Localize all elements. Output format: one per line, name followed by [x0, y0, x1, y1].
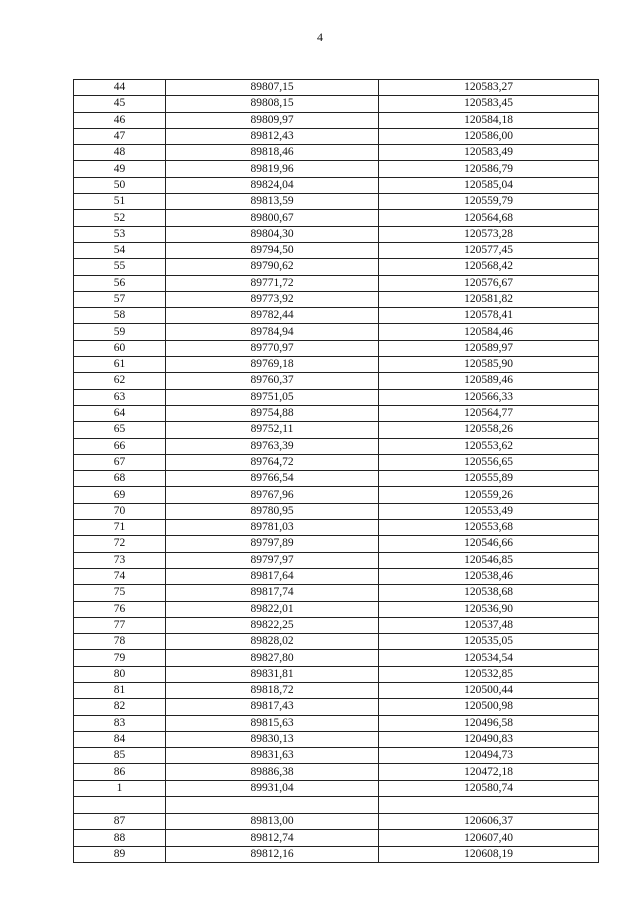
point-number-cell: 79: [74, 650, 166, 666]
point-number-cell: 81: [74, 682, 166, 698]
y-coordinate-cell: 120559,26: [379, 487, 599, 503]
table-row: [74, 275, 599, 291]
x-coordinate-cell: 89763,39: [166, 438, 379, 454]
x-coordinate-cell: 89813,59: [166, 194, 379, 210]
table-row: [74, 242, 599, 258]
point-number-cell: 86: [74, 764, 166, 780]
y-coordinate-cell: 120568,42: [379, 259, 599, 275]
x-coordinate-cell: 89751,05: [166, 389, 379, 405]
x-coordinate-cell: [166, 797, 379, 814]
y-coordinate-cell: 120608,19: [379, 846, 599, 862]
x-coordinate-cell: 89767,96: [166, 487, 379, 503]
point-number-cell: [74, 797, 166, 814]
y-coordinate-cell: 120553,49: [379, 503, 599, 519]
y-coordinate-cell: 120555,89: [379, 471, 599, 487]
y-coordinate-cell: 120496,58: [379, 715, 599, 731]
x-coordinate-cell: 89781,03: [166, 520, 379, 536]
y-coordinate-cell: 120532,85: [379, 666, 599, 682]
point-number-cell: 76: [74, 601, 166, 617]
y-coordinate-cell: 120566,33: [379, 389, 599, 405]
table-row: [74, 112, 599, 128]
x-coordinate-cell: 89784,94: [166, 324, 379, 340]
table-row: [74, 324, 599, 340]
coordinates-table: [73, 79, 599, 863]
x-coordinate-cell: 89754,88: [166, 405, 379, 421]
table-row: [74, 830, 599, 846]
point-number-cell: 72: [74, 536, 166, 552]
point-number-cell: 49: [74, 161, 166, 177]
point-number-cell: 54: [74, 242, 166, 258]
x-coordinate-cell: 89760,37: [166, 373, 379, 389]
table-row: [74, 128, 599, 144]
x-coordinate-cell: 89790,62: [166, 259, 379, 275]
x-coordinate-cell: 89766,54: [166, 471, 379, 487]
point-number-cell: 53: [74, 226, 166, 242]
x-coordinate-cell: 89817,74: [166, 585, 379, 601]
x-coordinate-cell: 89797,97: [166, 552, 379, 568]
x-coordinate-cell: 89764,72: [166, 454, 379, 470]
point-number-cell: 47: [74, 128, 166, 144]
point-number-cell: 87: [74, 814, 166, 830]
y-coordinate-cell: 120573,28: [379, 226, 599, 242]
table-row: [74, 226, 599, 242]
point-number-cell: 74: [74, 568, 166, 584]
x-coordinate-cell: 89831,63: [166, 748, 379, 764]
point-number-cell: 65: [74, 422, 166, 438]
y-coordinate-cell: 120558,26: [379, 422, 599, 438]
y-coordinate-cell: 120553,68: [379, 520, 599, 536]
x-coordinate-cell: 89822,25: [166, 617, 379, 633]
table-row: [74, 340, 599, 356]
x-coordinate-cell: 89828,02: [166, 634, 379, 650]
table-row: [74, 520, 599, 536]
y-coordinate-cell: 120534,54: [379, 650, 599, 666]
x-coordinate-cell: 89808,15: [166, 96, 379, 112]
point-number-cell: 57: [74, 291, 166, 307]
point-number-cell: 1: [74, 780, 166, 796]
point-number-cell: 55: [74, 259, 166, 275]
table-row: [74, 471, 599, 487]
point-number-cell: 83: [74, 715, 166, 731]
table-row: [74, 210, 599, 226]
x-coordinate-cell: 89812,43: [166, 128, 379, 144]
x-coordinate-cell: 89769,18: [166, 357, 379, 373]
point-number-cell: 80: [74, 666, 166, 682]
point-number-cell: 88: [74, 830, 166, 846]
y-coordinate-cell: 120546,85: [379, 552, 599, 568]
x-coordinate-cell: 89780,95: [166, 503, 379, 519]
table-row: [74, 487, 599, 503]
y-coordinate-cell: 120585,90: [379, 357, 599, 373]
x-coordinate-cell: 89817,43: [166, 699, 379, 715]
y-coordinate-cell: 120607,40: [379, 830, 599, 846]
coordinates-table-body: [74, 80, 599, 863]
point-number-cell: 45: [74, 96, 166, 112]
x-coordinate-cell: 89817,64: [166, 568, 379, 584]
x-coordinate-cell: 89819,96: [166, 161, 379, 177]
table-row: [74, 634, 599, 650]
point-number-cell: 64: [74, 405, 166, 421]
y-coordinate-cell: 120538,46: [379, 568, 599, 584]
table-row: [74, 373, 599, 389]
table-row: [74, 682, 599, 698]
table-row: [74, 177, 599, 193]
y-coordinate-cell: 120577,45: [379, 242, 599, 258]
x-coordinate-cell: 89794,50: [166, 242, 379, 258]
y-coordinate-cell: 120537,48: [379, 617, 599, 633]
y-coordinate-cell: 120546,66: [379, 536, 599, 552]
table-row: [74, 780, 599, 796]
x-coordinate-cell: 89773,92: [166, 291, 379, 307]
y-coordinate-cell: 120583,49: [379, 145, 599, 161]
x-coordinate-cell: 89831,81: [166, 666, 379, 682]
point-number-cell: 50: [74, 177, 166, 193]
y-coordinate-cell: 120564,77: [379, 405, 599, 421]
y-coordinate-cell: 120559,79: [379, 194, 599, 210]
point-number-cell: 62: [74, 373, 166, 389]
x-coordinate-cell: 89771,72: [166, 275, 379, 291]
x-coordinate-cell: 89797,89: [166, 536, 379, 552]
table-row: [74, 715, 599, 731]
y-coordinate-cell: 120589,97: [379, 340, 599, 356]
table-row: [74, 96, 599, 112]
y-coordinate-cell: 120535,05: [379, 634, 599, 650]
point-number-cell: 82: [74, 699, 166, 715]
y-coordinate-cell: 120583,27: [379, 80, 599, 96]
y-coordinate-cell: 120490,83: [379, 731, 599, 747]
x-coordinate-cell: 89827,80: [166, 650, 379, 666]
table-row: [74, 731, 599, 747]
y-coordinate-cell: 120472,18: [379, 764, 599, 780]
y-coordinate-cell: 120586,79: [379, 161, 599, 177]
table-row: [74, 764, 599, 780]
point-number-cell: 85: [74, 748, 166, 764]
y-coordinate-cell: 120536,90: [379, 601, 599, 617]
point-number-cell: 58: [74, 308, 166, 324]
point-number-cell: 73: [74, 552, 166, 568]
table-row: [74, 797, 599, 814]
table-row: [74, 161, 599, 177]
y-coordinate-cell: 120585,04: [379, 177, 599, 193]
table-row: [74, 194, 599, 210]
x-coordinate-cell: 89931,04: [166, 780, 379, 796]
x-coordinate-cell: 89815,63: [166, 715, 379, 731]
table-row: [74, 699, 599, 715]
point-number-cell: 44: [74, 80, 166, 96]
point-number-cell: 70: [74, 503, 166, 519]
table-row: [74, 438, 599, 454]
table-row: [74, 503, 599, 519]
y-coordinate-cell: 120584,46: [379, 324, 599, 340]
x-coordinate-cell: 89824,04: [166, 177, 379, 193]
point-number-cell: 51: [74, 194, 166, 210]
table-row: [74, 552, 599, 568]
x-coordinate-cell: 89807,15: [166, 80, 379, 96]
table-row: [74, 617, 599, 633]
x-coordinate-cell: 89830,13: [166, 731, 379, 747]
table-row: [74, 585, 599, 601]
point-number-cell: 61: [74, 357, 166, 373]
point-number-cell: 78: [74, 634, 166, 650]
y-coordinate-cell: 120553,62: [379, 438, 599, 454]
y-coordinate-cell: 120576,67: [379, 275, 599, 291]
point-number-cell: 69: [74, 487, 166, 503]
table-row: [74, 536, 599, 552]
page-number: 4: [317, 30, 323, 44]
x-coordinate-cell: 89804,30: [166, 226, 379, 242]
table-row: [74, 308, 599, 324]
y-coordinate-cell: 120584,18: [379, 112, 599, 128]
table-row: [74, 568, 599, 584]
point-number-cell: 75: [74, 585, 166, 601]
point-number-cell: 67: [74, 454, 166, 470]
table-row: [74, 601, 599, 617]
point-number-cell: 56: [74, 275, 166, 291]
x-coordinate-cell: 89809,97: [166, 112, 379, 128]
point-number-cell: 84: [74, 731, 166, 747]
point-number-cell: 46: [74, 112, 166, 128]
y-coordinate-cell: 120564,68: [379, 210, 599, 226]
table-row: [74, 422, 599, 438]
x-coordinate-cell: 89770,97: [166, 340, 379, 356]
y-coordinate-cell: [379, 797, 599, 814]
point-number-cell: 52: [74, 210, 166, 226]
point-number-cell: 63: [74, 389, 166, 405]
y-coordinate-cell: 120556,65: [379, 454, 599, 470]
table-row: [74, 454, 599, 470]
x-coordinate-cell: 89818,72: [166, 682, 379, 698]
y-coordinate-cell: 120583,45: [379, 96, 599, 112]
x-coordinate-cell: 89782,44: [166, 308, 379, 324]
point-number-cell: 60: [74, 340, 166, 356]
table-row: [74, 259, 599, 275]
point-number-cell: 89: [74, 846, 166, 862]
y-coordinate-cell: 120578,41: [379, 308, 599, 324]
y-coordinate-cell: 120538,68: [379, 585, 599, 601]
y-coordinate-cell: 120589,46: [379, 373, 599, 389]
x-coordinate-cell: 89812,74: [166, 830, 379, 846]
point-number-cell: 68: [74, 471, 166, 487]
table-row: [74, 291, 599, 307]
point-number-cell: 48: [74, 145, 166, 161]
y-coordinate-cell: 120606,37: [379, 814, 599, 830]
y-coordinate-cell: 120500,44: [379, 682, 599, 698]
table-row: [74, 80, 599, 96]
y-coordinate-cell: 120581,82: [379, 291, 599, 307]
x-coordinate-cell: 89752,11: [166, 422, 379, 438]
table-row: [74, 389, 599, 405]
y-coordinate-cell: 120494,73: [379, 748, 599, 764]
x-coordinate-cell: 89818,46: [166, 145, 379, 161]
point-number-cell: 77: [74, 617, 166, 633]
y-coordinate-cell: 120586,00: [379, 128, 599, 144]
table-row: [74, 145, 599, 161]
x-coordinate-cell: 89800,67: [166, 210, 379, 226]
y-coordinate-cell: 120500,98: [379, 699, 599, 715]
table-row: [74, 357, 599, 373]
x-coordinate-cell: 89822,01: [166, 601, 379, 617]
table-row: [74, 748, 599, 764]
table-row: [74, 650, 599, 666]
table-row: [74, 846, 599, 862]
table-row: [74, 666, 599, 682]
point-number-cell: 66: [74, 438, 166, 454]
table-row: [74, 814, 599, 830]
table-row: [74, 405, 599, 421]
y-coordinate-cell: 120580,74: [379, 780, 599, 796]
x-coordinate-cell: 89813,00: [166, 814, 379, 830]
point-number-cell: 59: [74, 324, 166, 340]
x-coordinate-cell: 89812,16: [166, 846, 379, 862]
point-number-cell: 71: [74, 520, 166, 536]
x-coordinate-cell: 89886,38: [166, 764, 379, 780]
